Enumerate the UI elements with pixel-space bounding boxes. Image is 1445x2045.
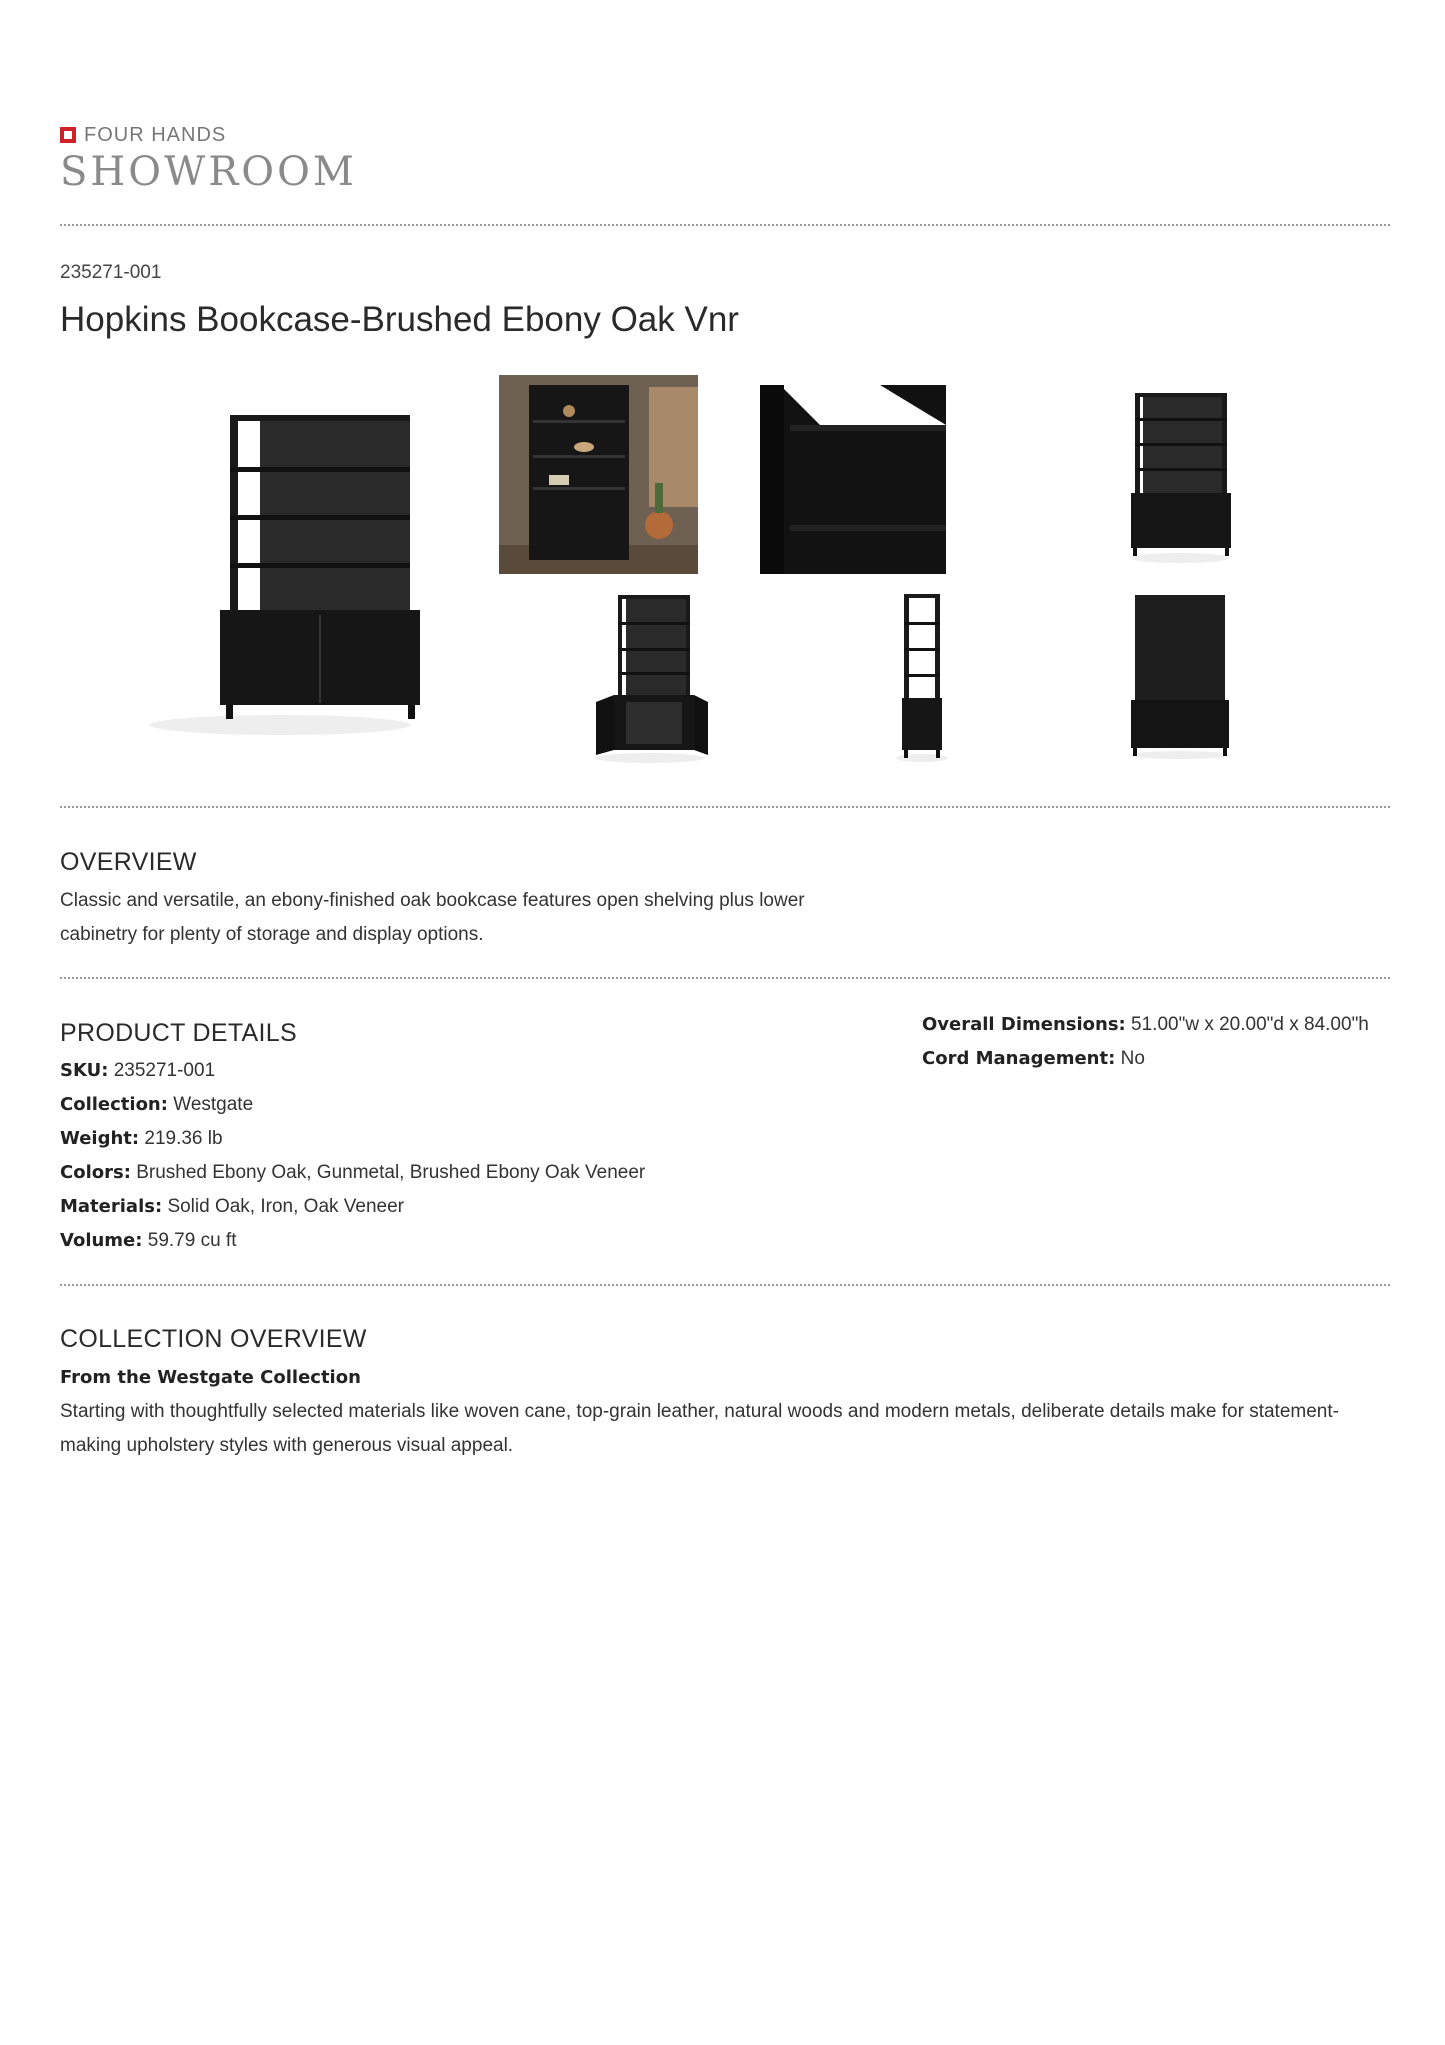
bookcase-side-image	[892, 590, 952, 765]
divider	[60, 1284, 1390, 1286]
detail-value: No	[1120, 1048, 1145, 1069]
detail-label: Cord Management:	[922, 1048, 1116, 1069]
detail-value: Brushed Ebony Oak, Gunmetal, Brushed Ebony Oak Veneer	[136, 1162, 646, 1183]
product-image-lifestyle	[499, 375, 698, 574]
product-sku: 235271-001	[60, 262, 162, 283]
product-image-main	[120, 375, 440, 755]
detail-label: SKU:	[60, 1060, 109, 1081]
bookcase-back-image	[1125, 592, 1235, 762]
detail-value: Westgate	[173, 1094, 254, 1115]
detail-label: Materials:	[60, 1196, 163, 1217]
divider	[60, 224, 1390, 226]
detail-row-collection	[60, 1088, 253, 1122]
detail-value: 51.00"w x 20.00"d x 84.00"h	[1131, 1014, 1369, 1035]
detail-label: Overall Dimensions:	[922, 1014, 1126, 1035]
detail-row-cord-management	[922, 1042, 1145, 1076]
bookcase-angle-image	[1125, 388, 1235, 568]
product-image-open	[590, 590, 710, 765]
bookcase-detail-image	[760, 385, 946, 574]
detail-value: 219.36 lb	[144, 1128, 223, 1149]
detail-value: 235271-001	[113, 1060, 216, 1081]
overview-text: Classic and versatile, an ebony-finished oak bookcase features open shelving plus lower cabinetry for plenty of storage and display options.	[60, 890, 805, 945]
detail-label: Weight:	[60, 1128, 140, 1149]
detail-label: Collection:	[60, 1094, 168, 1115]
brand-showroom: SHOWROOM	[60, 149, 357, 195]
bookcase-lifestyle-image	[499, 375, 698, 574]
detail-row-materials	[60, 1190, 404, 1224]
product-details-heading: PRODUCT DETAILS	[60, 1019, 297, 1047]
detail-row-weight	[60, 1122, 223, 1156]
detail-row-volume	[60, 1224, 236, 1258]
detail-label: Colors:	[60, 1162, 131, 1183]
collection-subheading: From the Westgate Collection	[60, 1367, 361, 1388]
detail-row-colors	[60, 1156, 645, 1190]
collection-overview-heading: COLLECTION OVERVIEW	[60, 1325, 367, 1353]
detail-value: Solid Oak, Iron, Oak Veneer	[167, 1196, 405, 1217]
detail-row-dimensions	[922, 1008, 1369, 1042]
divider	[60, 977, 1390, 979]
detail-value: 59.79 cu ft	[147, 1230, 237, 1251]
product-title: Hopkins Bookcase-Brushed Ebony Oak Vnr	[60, 300, 739, 339]
product-image-detail	[760, 385, 946, 574]
overview-heading: OVERVIEW	[60, 848, 197, 876]
product-image-angle	[1125, 388, 1235, 568]
product-image-side	[892, 590, 952, 765]
detail-row-sku	[60, 1054, 215, 1088]
detail-label: Volume:	[60, 1230, 143, 1251]
brand-name: FOUR HANDS	[84, 123, 227, 146]
brand-header	[60, 124, 357, 196]
divider	[60, 806, 1390, 808]
four-hands-logo-icon	[60, 127, 76, 143]
collection-text: Starting with thoughtfully selected materials like woven cane, top-grain leather, natural woods and modern metals, deliberate details make for statement-making upholstery styles with generous visual appeal.	[60, 1401, 1339, 1456]
bookcase-open-doors-image	[590, 590, 710, 765]
bookcase-front-image	[120, 375, 440, 755]
product-image-back	[1125, 592, 1235, 762]
